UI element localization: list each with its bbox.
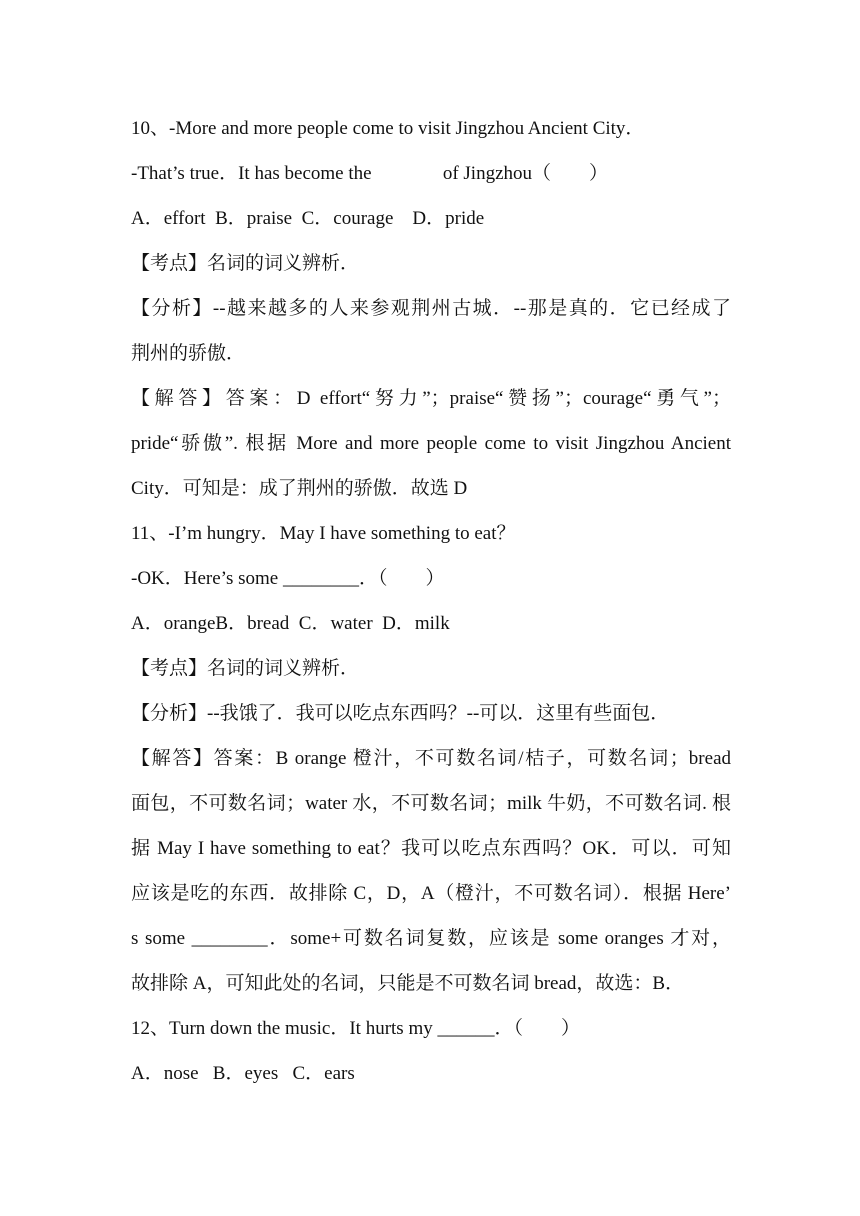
q10-answer-line-3: City．可知是：成了荆州的骄傲．故选 D	[131, 478, 468, 499]
q11-key-point: 【考点】名词的词义辨析．	[131, 658, 360, 679]
q12-question-line: 12、Turn down the music．It hurts my ______．（ ）	[131, 1018, 580, 1039]
q10-answer-line-2: pride“骄傲”. 根据 More and more people come to visit Jingzhou Ancient	[131, 433, 731, 454]
q11-answer-line-2: 面包，不可数名词；water 水，不可数名词；milk 牛奶，不可数名词. 根	[131, 793, 731, 814]
question-content	[131, 106, 731, 1096]
q11-answer-line-6: 故排除 A，可知此处的名词，只能是不可数名词 bread，故选：B．	[131, 973, 685, 994]
q11-response-line: -OK．Here’s some ________．（ ）	[131, 568, 445, 589]
q11-answer-line-4: 应该是吃的东西．故排除 C，D，A（橙汁，不可数名词）．根据 Here’	[131, 883, 731, 904]
q11-options: A．orangeB．bread C．water D．milk	[131, 613, 450, 634]
q11-analysis: 【分析】--我饿了．我可以吃点东西吗？--可以．这里有些面包．	[131, 703, 670, 724]
q10-options: A．effort B．praise C．courage D．pride	[131, 208, 485, 229]
q10-analysis-line-2: 荆州的骄傲．	[131, 343, 246, 364]
q10-analysis-line-1: 【分析】--越来越多的人来参观荆州古城．--那是真的．它已经成了	[131, 298, 731, 319]
q12-options: A．nose B．eyes C．ears	[131, 1063, 355, 1084]
q11-answer-line-5: s some ________．some+可数名词复数，应该是 some oranges 才对，	[131, 928, 731, 949]
q10-question-line: 10、-More and more people come to visit Jingzhou Ancient City．	[131, 118, 645, 139]
q11-answer-line-1: 【解答】答案：B orange 橙汁，不可数名词/桔子，可数名词；bread	[131, 748, 731, 769]
q10-key-point: 【考点】名词的词义辨析．	[131, 253, 360, 274]
q10-answer-line-1: 【解答】答案：D effort“努力”；praise“赞扬”；courage“勇气”；	[131, 388, 731, 409]
q10-response-line: -That’s true．It has become the of Jingzhou（ ）	[131, 163, 609, 184]
q11-answer-line-3: 据 May I have something to eat？我可以吃点东西吗？OK．可以．可知	[131, 838, 731, 859]
q11-question-line: 11、-I’m hungry．May I have something to eat？	[131, 523, 516, 544]
